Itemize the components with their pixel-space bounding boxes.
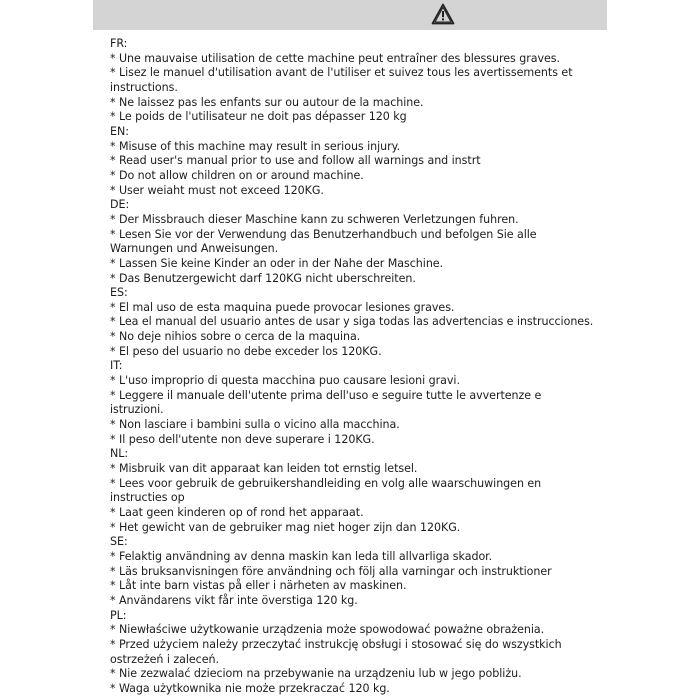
warning-line: * El peso del usuario no debe exceder los 120KG. <box>110 344 382 358</box>
warning-line: * L'uso improprio di questa macchina puo causare lesioni gravi. <box>110 374 460 388</box>
warning-line: * Lea el manual del usuario antes de usar y siga todas las advertencias e instrucciones. <box>110 315 594 329</box>
language-code-es: ES: <box>110 286 128 300</box>
warning-line: * Lees voor gebruik de gebruikershandleiding en volg alle waarschuwingen en instructies op <box>110 476 542 505</box>
warning-line: * Het gewicht van de gebruiker mag niet hoger zijn dan 120KG. <box>110 520 461 534</box>
warning-line: * Misuse of this machine may result in serious injury. <box>110 139 401 153</box>
language-code-nl: NL: <box>110 447 129 461</box>
warning-line: * Lassen Sie keine Kinder an oder in der Nahe der Maschine. <box>110 256 444 270</box>
warning-line: * Laat geen kinderen op of rond het apparaat. <box>110 506 364 519</box>
warning-line: * Une mauvaise utilisation de cette machine peut entraîner des blessures graves. <box>110 51 560 65</box>
language-code-pl: PL: <box>110 608 127 622</box>
warning-line: * Låt inte barn vistas på eller i närheten av maskinen. <box>110 579 407 593</box>
warning-section-it <box>110 359 600 447</box>
warning-section-se <box>110 535 600 608</box>
warning-line: * Do not allow children on or around machine. <box>110 168 364 182</box>
warning-line: * User weiaht must not exceed 120KG. <box>110 183 324 197</box>
warning-line: * Nie zezwalać dzieciom na przebywanie na urządzeniu lub w jego pobliżu. <box>110 667 522 681</box>
warning-section-es <box>110 286 600 359</box>
warning-section-pl <box>110 609 600 697</box>
language-code-it: IT: <box>110 359 123 373</box>
warning-line: * Il peso dell'utente non deve superare i 120KG. <box>110 432 375 446</box>
language-code-de: DE: <box>110 198 130 212</box>
warning-section-fr <box>110 37 600 125</box>
warning-line: * Läs bruksanvisningen före användning och följ alla varningar och instruktioner <box>110 564 552 578</box>
warning-line: * No deje nihios sobre o cerca de la maquina. <box>110 330 361 344</box>
warning-line: * Misbruik van dit apparaat kan leiden tot ernstig letsel. <box>110 462 418 476</box>
warning-line: * Niewłaściwe użytkowanie urządzenia może spowodować poważne obrażenia. <box>110 623 545 637</box>
warning-line: * Le poids de l'utilisateur ne doit pas dépasser 120 kg <box>110 110 407 124</box>
warning-line: * Leggere il manuale dell'utente prima dell'uso e seguire tutte le avvertenze e istruzioni. <box>110 388 542 417</box>
language-code-fr: FR: <box>110 37 128 50</box>
warning-header-band <box>93 0 607 30</box>
warning-line: * Felaktig användning av denna maskin kan leda till allvarliga skador. <box>110 549 493 563</box>
language-code-en: EN: <box>110 124 129 138</box>
warning-section-en <box>110 125 600 198</box>
language-code-se: SE: <box>110 535 128 549</box>
warning-line: * El mal uso de esta maquina puede provocar lesiones graves. <box>110 300 455 314</box>
multilingual-safety-warnings <box>110 37 600 697</box>
warning-section-de <box>110 198 600 286</box>
warning-line: * Der Missbrauch dieser Maschine kann zu schweren Verletzungen fuhren. <box>110 212 519 226</box>
warning-line: * Användarens vikt får inte överstiga 120 kg. <box>110 593 358 607</box>
warning-triangle-icon <box>431 3 455 25</box>
warning-line: * Lisez le manuel d'utilisation avant de l'utiliser et suivez tous les avertissements et instructions. <box>110 66 573 94</box>
warning-line: * Waga użytkownika nie może przekraczać 120 kg. <box>110 681 390 695</box>
warning-line: * Ne laissez pas les enfants sur ou autour de la machine. <box>110 95 424 109</box>
warning-section-nl <box>110 447 600 535</box>
warning-line: * Non lasciare i bambini sulla o vicino alla macchina. <box>110 418 400 432</box>
warning-line: * Przed użyciem należy przeczytać instrukcję obsługi i stosować się do wszystkich ostrzeżeń i zaleceń. <box>110 637 562 666</box>
warning-line: * Lesen Sie vor der Verwendung das Benutzerhandbuch und befolgen Sie alle Warnungen und Anweisungen. <box>110 227 537 256</box>
warning-line: * Das Benutzergewicht darf 120KG nicht uberschreiten. <box>110 271 416 285</box>
warning-line: * Read user's manual prior to use and follow all warnings and instrt <box>110 154 481 168</box>
